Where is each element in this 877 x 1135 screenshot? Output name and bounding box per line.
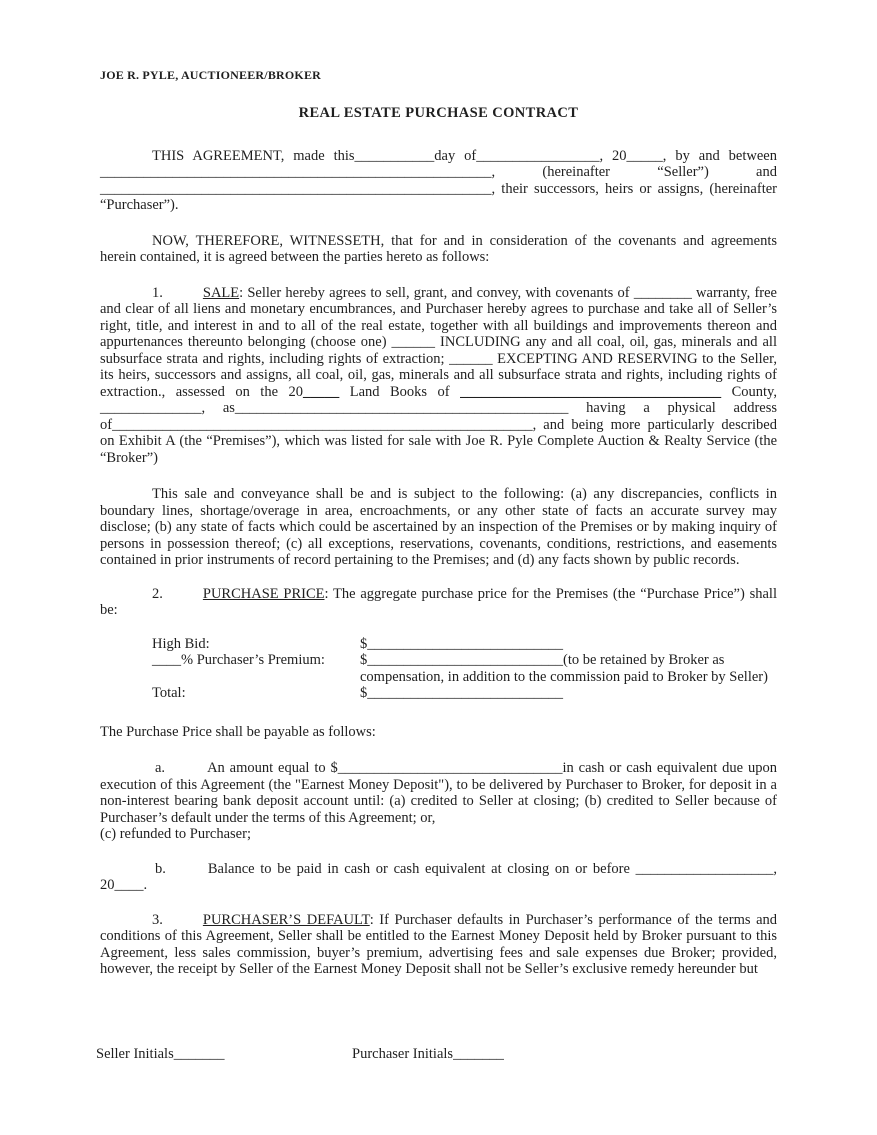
- intro-paragraph: THIS AGREEMENT, made this___________day of_________________, 20_____, by and between ______________________________________________________, (hereinafter “Seller”) and ______________________________________________________, their successors, heirs or assigns, (hereinafter “Purchaser”).: [100, 147, 777, 213]
- conveyance-paragraph: This sale and conveyance shall be and is subject to the following: (a) any discrepancies, conflicts in boundary lines, shortage/overage in area, encroachments, or any other state of facts an accurate survey may disclose; (b) any state of facts which could be ascertained by an inspection of the Premises or by making inquiry of persons in possession thereof; (c) all exceptions, reservations, covenants, conditions, restrictions, and easements contained in prior instruments of record pertaining to the Premises; and (d) any facts shown by public records.: [100, 486, 777, 568]
- section-3-heading: PURCHASER’S DEFAULT: [202, 911, 370, 928]
- section-1-sale: [100, 285, 777, 467]
- purchasers-premium-label: ____% Purchaser’s Premium:: [152, 652, 325, 668]
- tab-spacer: [163, 597, 203, 598]
- section-1-body: : Seller hereby agrees to sell, grant, and convey, with covenants of ________ warranty, free and clear of all liens and monetary encumbrances, and Purchaser hereby agrees to purchase and take all of Seller’s right, title, and interest in and to all of the real estate, together with all buildings and improvements thereon and appurtenances thereunto belonging (choose one) ______ INCLUDING any and all coal, oil, gas, minerals and all subsurface strata and rights, including rights of extraction; ______ EXCEPTING AND RESERVING to the Seller, its heirs, successors and assigns, all coal, oil, gas, minerals and all subsurface strata and rights, including rights of extraction., assessed on the 20: [100, 284, 777, 400]
- tab-spacer: [166, 872, 208, 873]
- premium-note: compensation, in addition to the commission paid to Broker by Seller): [360, 668, 768, 685]
- high-bid-blank: $___________________________: [360, 635, 563, 652]
- item-b-balance: [100, 861, 777, 894]
- empty-label: [152, 669, 360, 686]
- section-3-number: 3.: [152, 911, 163, 928]
- section-3-purchasers-default: [100, 912, 777, 978]
- tab-spacer: [165, 771, 207, 772]
- section-3-body: : If Purchaser defaults in Purchaser’s performance of the terms and conditions of this Agreement, Seller shall be entitled to the Earnest Money Deposit held by Broker pursuant to this Agreement, less sales commission, buyer’s premium, advertising fees and sale expenses due Broker; provided, however, the receipt by Seller of the Earnest Money Deposit shall not be Seller’s exclusive remedy hereunder but: [100, 911, 778, 977]
- total-blank: $___________________________: [360, 685, 563, 701]
- year-blank: _____: [303, 383, 340, 400]
- tab-spacer: [163, 923, 203, 924]
- section-1-number: 1.: [152, 284, 163, 301]
- witnesseth-paragraph: NOW, THEREFORE, WITNESSETH, that for and in consideration of the covenants and agreements herein contained, it is agreed between the parties hereto as follows:: [100, 232, 777, 265]
- letterhead: JOE R. PYLE, AUCTIONEER/BROKER: [100, 68, 322, 82]
- item-a-number: a.: [155, 760, 166, 776]
- item-a-refund-clause: (c) refunded to Purchaser;: [100, 826, 251, 842]
- item-a-body: An amount equal to $_______________________________in cash or cash equivalent due upon execution of this Agreement (the "Earnest Money Deposit"), to be delivered by Purchaser to Broker, for deposit in a non-interest bearing bank deposit account until: (a) credited to Seller at closing; (b) credited to Seller because of Purchaser’s default under the terms of this Agreement; or,: [100, 760, 777, 826]
- county-name-blank: ____________________________________: [460, 383, 722, 400]
- purchasers-premium-blank: $___________________________(to be retained by Broker as: [360, 652, 725, 668]
- item-b-number: b.: [155, 860, 166, 877]
- document-title: REAL ESTATE PURCHASE CONTRACT: [298, 105, 579, 121]
- section-2-heading: PURCHASE PRICE: [202, 585, 325, 602]
- item-b-body: Balance to be paid in cash or cash equivalent at closing on or before ___________________, 20____.: [100, 860, 777, 893]
- high-bid-label: High Bid:: [152, 635, 210, 652]
- section-2-number: 2.: [152, 585, 163, 602]
- price-table: [152, 636, 777, 702]
- section-2-body: : The aggregate purchase price for the Premises (the “Purchase Price”) shall be:: [100, 585, 777, 618]
- section-1-body-3: County, ______________, as______________________________________________ having a physical address of__________________________________________________________, and being more particularly described on Exhibit A (the “Premises”), which was listed for sale with Joe R. Pyle Complete Auction & Realty Service (the “Broker”): [100, 383, 777, 466]
- section-1-body-2: Land Books of: [339, 383, 461, 400]
- item-a-earnest-money: [100, 760, 777, 843]
- payable-line: The Purchase Price shall be payable as follows:: [100, 723, 376, 740]
- seller-initials-line: Seller Initials_______: [96, 1046, 225, 1062]
- purchaser-initials-line: Purchaser Initials_______: [352, 1046, 504, 1062]
- section-1-heading: SALE: [202, 284, 240, 301]
- total-label: Total:: [152, 685, 186, 701]
- tab-spacer: [163, 296, 203, 297]
- section-2-purchase-price: [100, 586, 777, 619]
